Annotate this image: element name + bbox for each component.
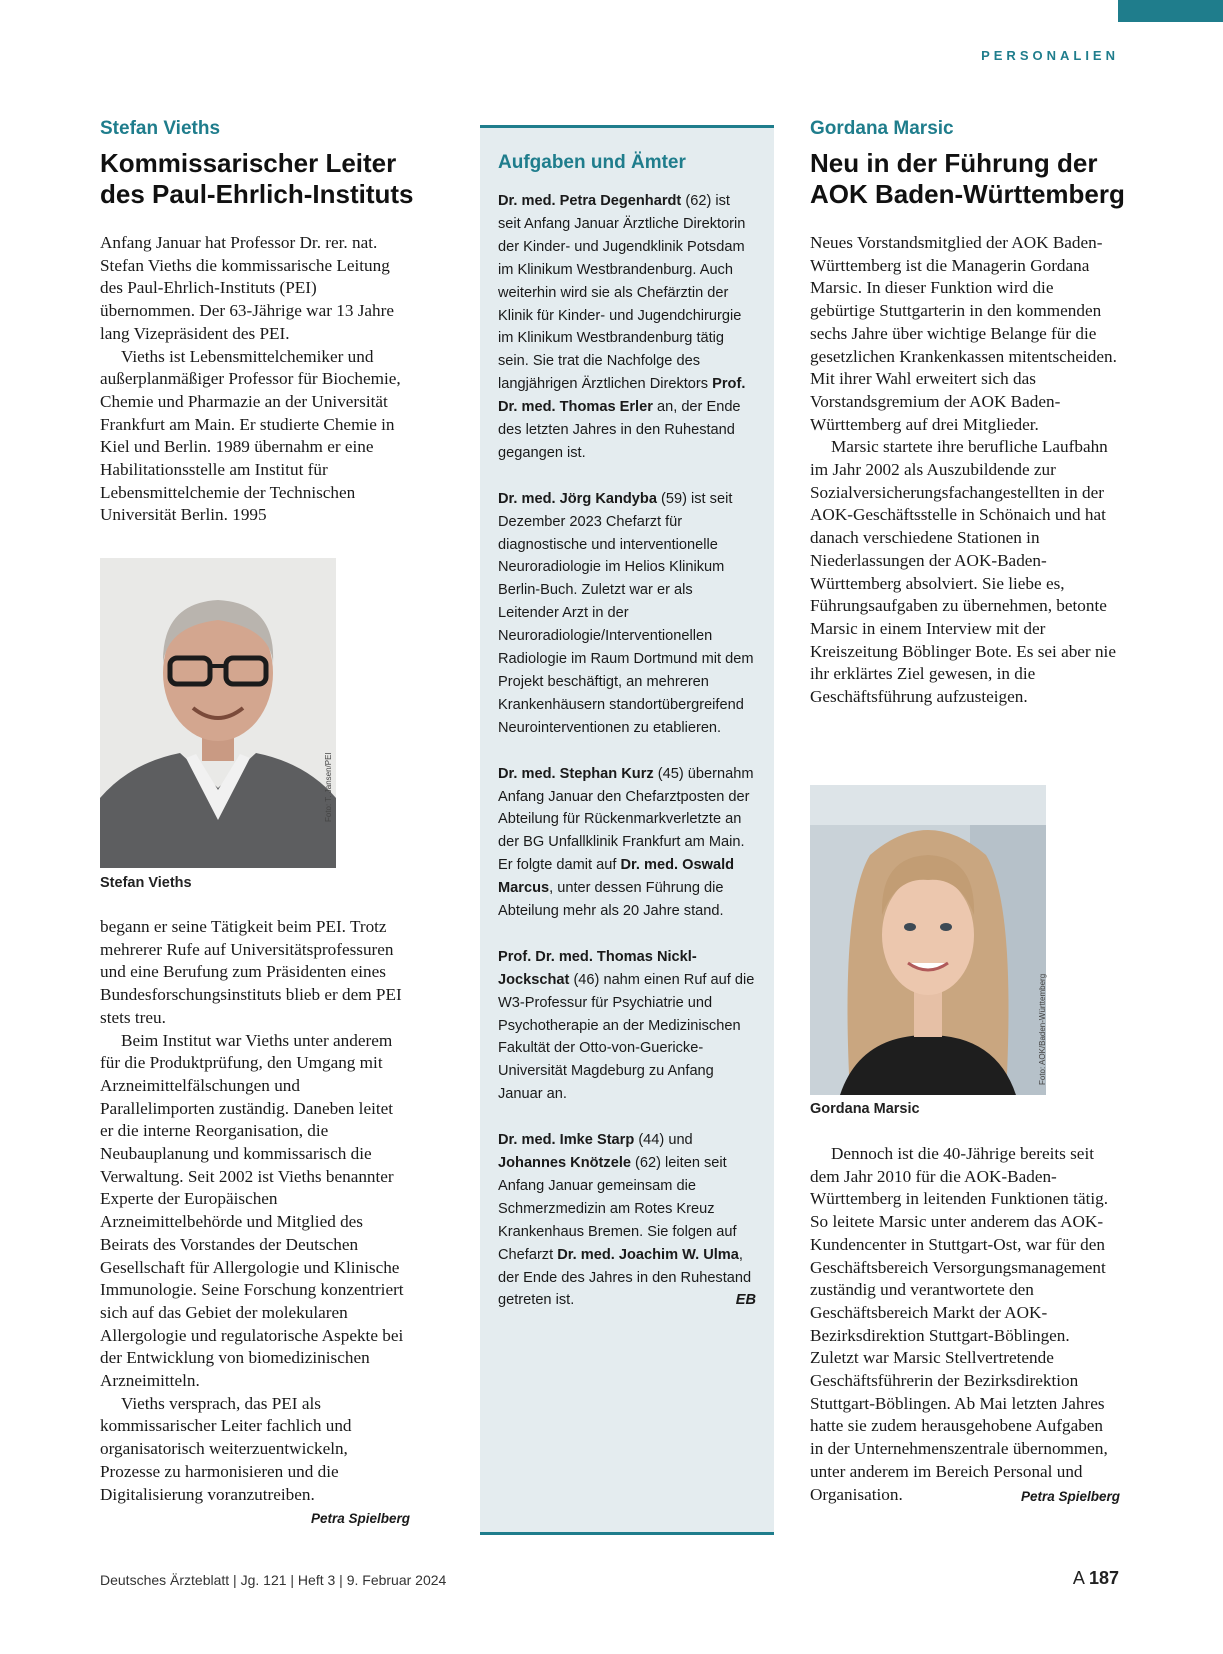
headline-vieths: Kommissarischer Leiter des Paul-Ehrlich-Instituts (100, 148, 414, 209)
kicker-marsic: Gordana Marsic (810, 118, 954, 139)
author-byline: Petra Spielberg (1020, 1488, 1120, 1504)
list-item: Dr. med. Jörg Kandyba (59) ist seit Dezember 2023 Chefarzt für diagnostische und interventionelle Neuroradiologie im Helios Klinikum Berlin-Buch. Zuletzt war er als Leitender Arzt in der Neuroradiologie/Interventionellen Radiologie im Raum Dortmund mit dem Projekt beschäftigt, an mehreren Krankenhäusern standortübergreifend Neurointerventionen zu etablieren. (498, 490, 754, 736)
caption-vieths: Stefan Vieths (100, 875, 192, 891)
box-signature: EB (735, 1292, 756, 1309)
paragraph: begann er seine Tätigkeit beim PEI. Trotz mehrerer Rufe auf Universitätsprofessuren und eine Berufung zum Präsidenten eines Bundesforschungsinstituts blieb er dem PEI stets treu. (100, 917, 402, 1027)
paragraph: Marsic startete ihre berufliche Laufbahn im Jahr 2002 als Auszubildende zur Sozialversicherungsfachangestellten in der AOK-Geschäftsstelle in Schönaich und hat danach verschiedene Stationen in Niederlassungen der AOK-Baden-Württemberg absolviert. Sie liebe es, Führungsaufgaben zu übernehmen, betonte Marsic in einem Interview mit der Kreiszeitung Böblinger Bote. Es sei aber nie ihr erklärtes Ziel gewesen, in die Geschäftsführung aufzusteigen. (810, 437, 1116, 707)
body-vieths-bottom (100, 916, 410, 1531)
photo-credit-marsic: Foto: AOK/Baden-Württemberg (1038, 973, 1047, 1085)
list-item: Dr. med. Imke Starp (44) und Johannes Knötzele (62) leiten seit Anfang Januar gemeinsam die Schmerzmedizin am Rotes Kreuz Krankenhaus Bremen. Sie folgen auf Chefarzt Dr. med. Joachim W. Ulma, der Ende des Jahres in den Ruhestand getreten ist. EB (498, 1129, 756, 1312)
portrait-woman-image (810, 785, 1046, 1095)
paragraph: Dennoch ist die 40-Jährige bereits seit dem Jahr 2010 für die AOK-Baden-Württemberg in leitenden Funktionen tätig. So leitete Marsic unter anderem das AOK-Kundencenter in Stuttgart-Ost, war für den Geschäftsbereich Versorgungsmanagement zuständig und verantwortete den Geschäftsbereich Markt der AOK-Bezirksdirektion Stuttgart-Böblingen. Zuletzt war Marsic Stellvertretende Geschäftsführerin der Bezirksdirektion Stuttgart-Böblingen. Ab Mai letzten Jahres hatte sie zudem herausgehobene Aufgaben in der Unternehmenszentrale übernommen, unter anderem im Bereich Personal und Organisation. Petra Spielberg (810, 1143, 1120, 1506)
body-marsic-bottom (810, 1143, 1120, 1508)
headline-marsic: Neu in der Führung der AOK Baden-Württemberg (810, 148, 1125, 209)
caption-marsic: Gordana Marsic (810, 1101, 920, 1117)
kicker-vieths: Stefan Vieths (100, 118, 221, 139)
body-vieths-top (100, 232, 410, 527)
list-item: Dr. med. Petra Degenhardt (62) ist seit Anfang Januar Ärztliche Direktorin der Kinder- und Jugendklinik Potsdam im Klinikum Westbrandenburg. Auch weiterhin wird sie als Chefärztin der Klinik für Kinder- und Jugendchirurgie im Klinikum Westbrandenburg tätig sein. Sie trat die Nachfolge des langjährigen Ärztlichen Direktors Prof. Dr. med. Thomas Erler an, der Ende des letzten Jahres in den Ruhestand gegangen ist. (498, 193, 746, 461)
top-accent-bar (1118, 0, 1223, 22)
photo-gordana-marsic (810, 785, 1046, 1095)
paragraph: Anfang Januar hat Professor Dr. rer. nat. Stefan Vieths die kommissarische Leitung des Paul-Ehrlich-Instituts (PEI) übernommen. Der 63-Jährige war 13 Jahre lang Vizepräsident des PEI. (100, 233, 394, 343)
paragraph: Vieths versprach, das PEI als kommissarischer Leiter fachlich und organisatorisch weiterzuentwickeln, Prozesse zu harmonisieren und die Digitalisierung voranzutreiben. Petra Spielberg (100, 1393, 410, 1507)
portrait-man-image (100, 558, 336, 868)
photo-credit-vieths: Foto: T. Jansen/PEI (324, 752, 333, 822)
photo-stefan-vieths (100, 558, 336, 868)
section-label: PERSONALIEN (981, 48, 1119, 63)
list-item: Dr. med. Stephan Kurz (45) übernahm Anfang Januar den Chefarztposten der Abteilung für Rückenmarkverletzte an der BG Unfallklinik Frankfurt am Main. Er folgte damit auf Dr. med. Oswald Marcus, unter dessen Führung die Abteilung mehr als 20 Jahre stand. (498, 765, 754, 920)
sidebar-box-appointments (480, 125, 774, 1535)
body-marsic-top (810, 232, 1120, 709)
box-body (498, 190, 756, 1312)
author-byline: Petra Spielberg (310, 1511, 410, 1527)
paragraph: Vieths ist Lebensmittelchemiker und außerplanmäßiger Professor für Biochemie, Chemie und Pharmazie an der Universität Frankfurt am Main. Er studierte Chemie in Kiel und Berlin. 1989 übernahm er eine Habilitationsstelle am Institut für Lebensmittelchemie der Technischen Universität Berlin. 1995 (100, 346, 401, 525)
list-item: Prof. Dr. med. Thomas Nickl-Jockschat (46) nahm einen Ruf auf die W3-Professur für Psychiatrie und Psychotherapie an der Medizinischen Fakultät der Otto-von-Guericke-Universität Magdeburg zu Anfang Januar an. (498, 948, 755, 1103)
paragraph: Neues Vorstandsmitglied der AOK Baden-Württemberg ist die Managerin Gordana Marsic. In dieser Funktion wird die gebürtige Stuttgarterin in den kommenden sechs Jahre über wichtige Belange für die gesetzlichen Krankenkassen mitentscheiden. Mit ihrer Wahl erweitert sich das Vorstandsgremium der AOK Baden-Württemberg auf drei Mitglieder. (810, 233, 1117, 434)
box-title: Aufgaben und Ämter (498, 152, 686, 173)
page-number: A 187 (1072, 1568, 1119, 1588)
footer-journal-info: Deutsches Ärzteblatt | Jg. 121 | Heft 3 | 9. Februar 2024 (100, 1572, 447, 1588)
paragraph: Beim Institut war Vieths unter anderem für die Produktprüfung, den Umgang mit Arzneimittelfälschungen und Parallelimporten zuständig. Daneben leitet er die interne Reorganisation, die Neubauplanung und kommissarisch die Verwaltung. Seit 2002 ist Vieths benannter Experte der Europäischen Arzneimittelbehörde und Mitglied des Beirats des Vorstandes der Deutschen Gesellschaft für Allergologie und Klinische Immunologie. Seine Forschung konzentriert sich auf das Gebiet der molekularen Allergologie und regulatorische Aspekte bei der Entwicklung von biomedizinischen Arzneimitteln. (100, 1030, 404, 1391)
